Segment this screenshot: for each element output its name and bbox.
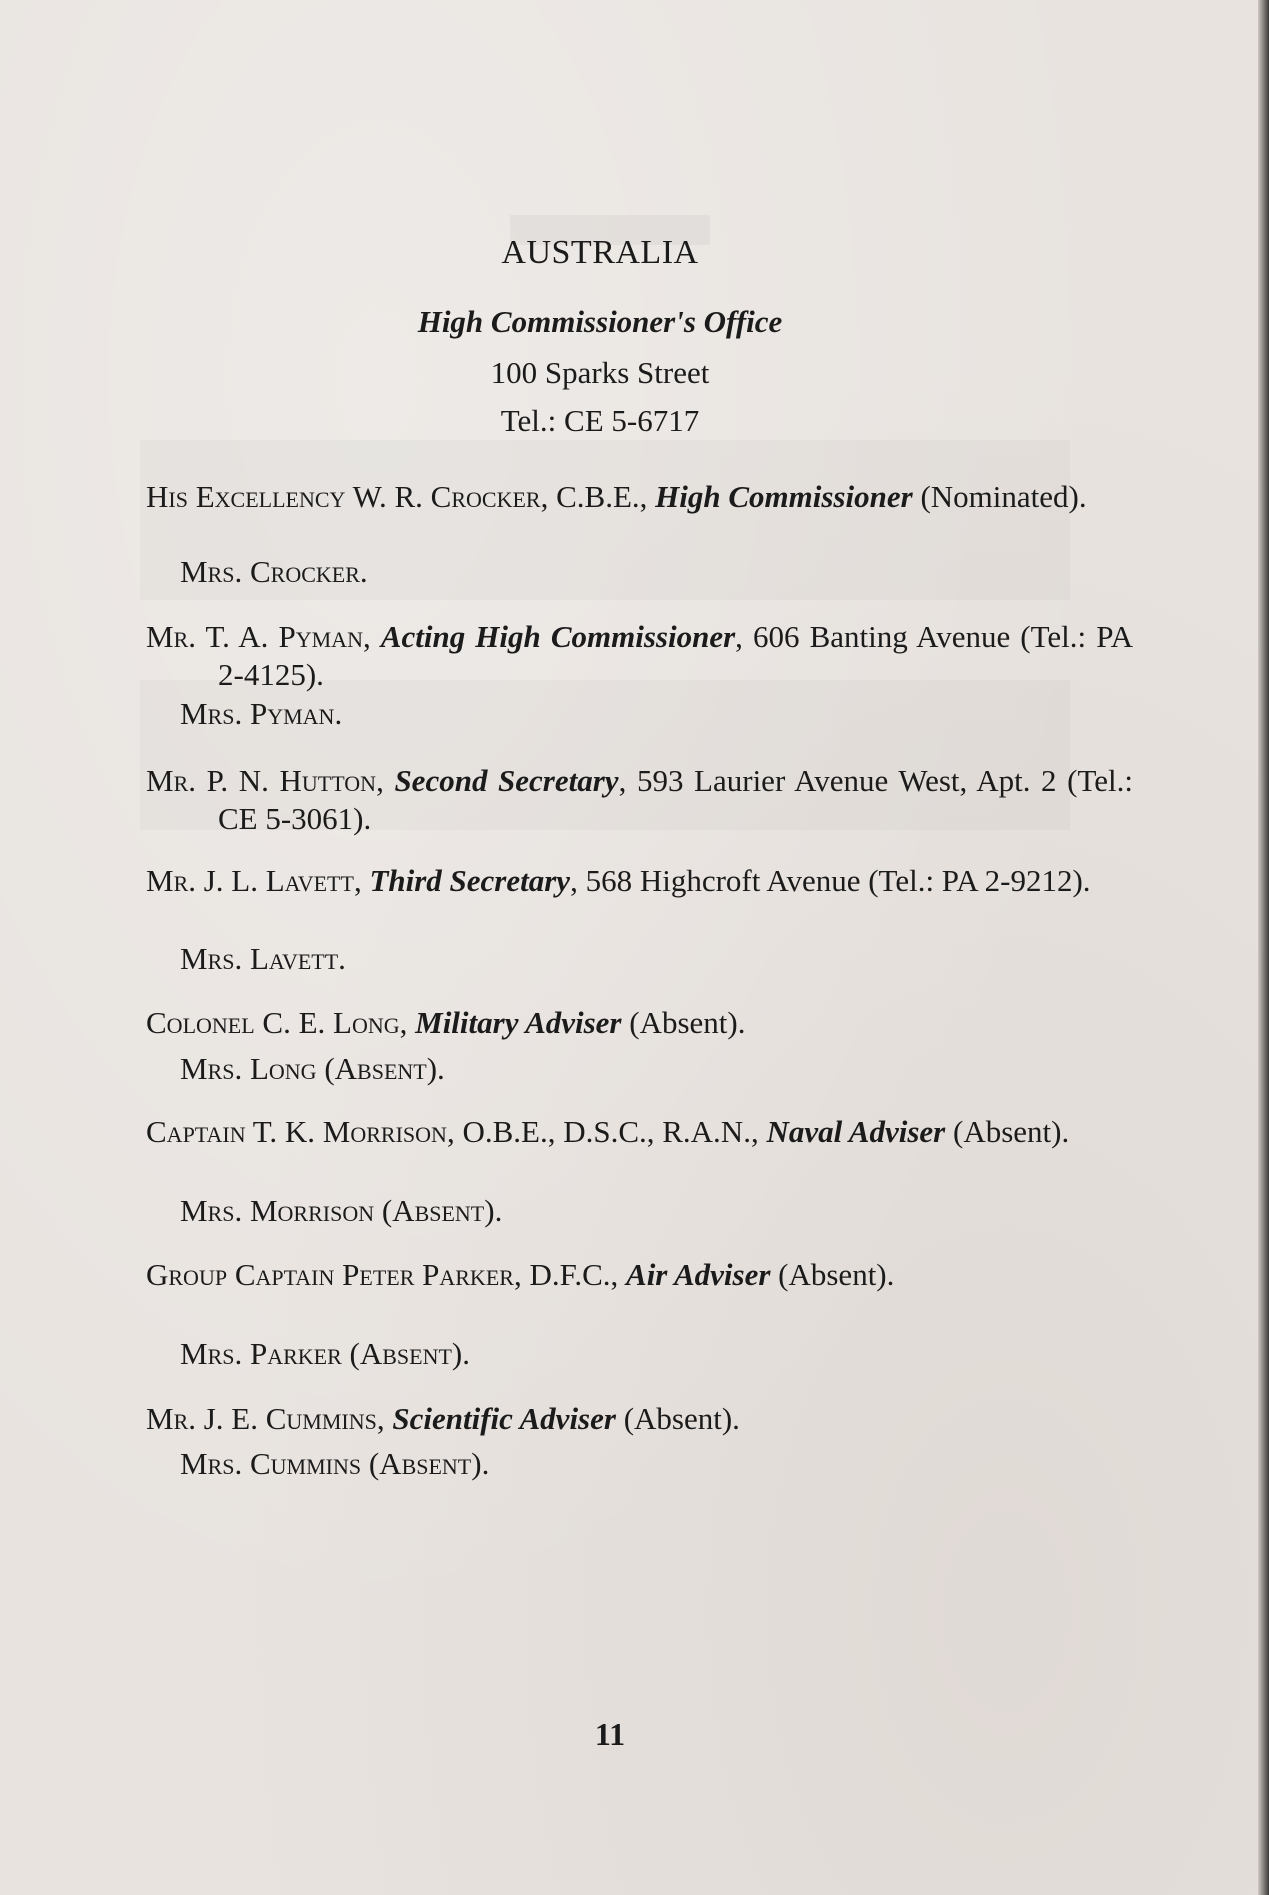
office-name: High Commissioner's Office [417, 304, 783, 339]
directory-entry [146, 762, 1133, 838]
office-address: 100 Sparks Street [490, 355, 710, 390]
entry-name: Mr. T. A. Pyman [146, 619, 363, 654]
entry-detail: (Absent). [770, 1257, 895, 1292]
entry-spouse: Mrs. Lavett. [180, 941, 346, 976]
entry-title: Naval Adviser [766, 1114, 946, 1149]
entry-name: Mr. J. E. Cummins [146, 1401, 377, 1436]
entry-honours: , [399, 1005, 416, 1040]
entry-honours: , [376, 1401, 393, 1436]
entry-spouse: Mrs. Cummins (Absent). [180, 1446, 490, 1481]
entry-spouse: Mrs. Long (Absent). [180, 1051, 445, 1086]
entry-detail: , 568 Highcroft Avenue (Tel.: PA 2-9212). [570, 863, 1091, 898]
entry-title: Military Adviser [415, 1005, 622, 1040]
directory-entry [146, 862, 1133, 900]
entry-honours: , [353, 863, 370, 898]
entry-title: High Commissioner [655, 479, 913, 514]
entry-name: Mr. P. N. Hutton [146, 763, 377, 798]
entry-honours: , C.B.E., [540, 479, 656, 514]
entry-detail: (Absent). [621, 1005, 746, 1040]
directory-entry [146, 1113, 1133, 1151]
entry-name: Mr. J. L. Lavett [146, 863, 354, 898]
entry-detail: (Absent). [615, 1401, 740, 1436]
entry-honours: , O.B.E., D.S.C., R.A.N., [446, 1114, 767, 1149]
entry-detail: (Nominated). [912, 479, 1087, 514]
directory-entry [146, 1256, 1133, 1294]
office-telephone: Tel.: CE 5-6717 [500, 403, 700, 438]
entry-spouse: Mrs. Morrison (Absent). [180, 1193, 503, 1228]
entry-title: Scientific Adviser [392, 1401, 616, 1436]
entry-detail: , 606 Banting Avenue (Tel.: PA 2-4125). [218, 619, 1133, 692]
entry-title: Air Adviser [626, 1257, 771, 1292]
entry-honours: , [362, 619, 381, 654]
directory-entry [146, 478, 1133, 516]
directory-entry [146, 618, 1133, 694]
directory-entry [146, 1004, 1133, 1042]
entry-honours: , D.F.C., [513, 1257, 627, 1292]
entry-name: Group Captain Peter Parker [146, 1257, 514, 1292]
directory-entry [146, 1400, 1133, 1438]
entry-honours: , [376, 763, 395, 798]
page-edge [1258, 0, 1269, 1895]
entry-title: Acting High Commissioner [380, 619, 736, 654]
entry-title: Third Secretary [369, 863, 571, 898]
entry-spouse: Mrs. Parker (Absent). [180, 1336, 470, 1371]
entry-detail: , 593 Laurier Avenue West, Apt. 2 (Tel.: CE 5-3061). [218, 763, 1134, 836]
country-heading: AUSTRALIA [501, 234, 699, 271]
entry-title: Second Secretary [394, 763, 619, 798]
entry-detail: (Absent). [945, 1114, 1070, 1149]
entry-spouse: Mrs. Pyman. [180, 696, 343, 731]
entry-name: Captain T. K. Morrison [146, 1114, 447, 1149]
entry-name: Colonel C. E. Long [146, 1005, 400, 1040]
entry-spouse: Mrs. Crocker. [180, 554, 368, 589]
entry-name: His Excellency W. R. Crocker [146, 479, 541, 514]
page-number: 11 [594, 1716, 626, 1752]
